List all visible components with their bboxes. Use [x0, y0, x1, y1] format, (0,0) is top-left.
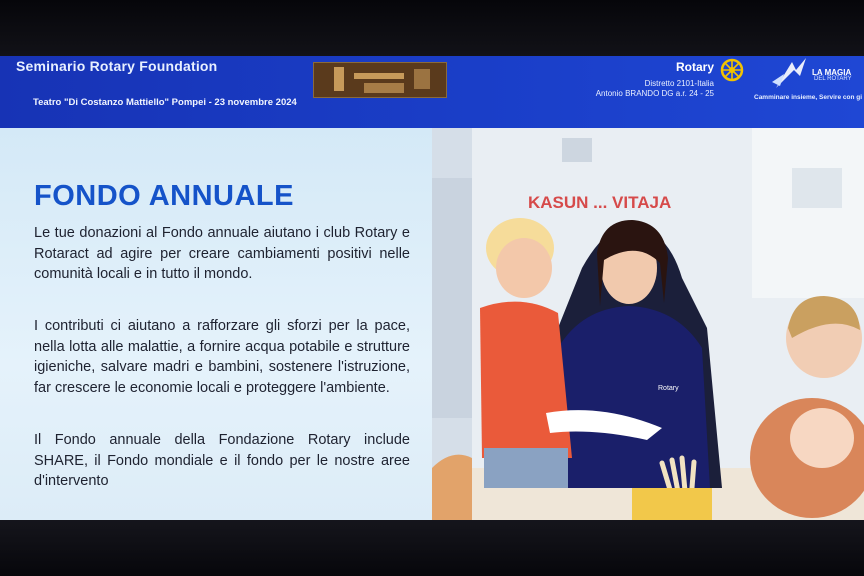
screen-bezel-top	[0, 0, 864, 58]
paragraph-share: Il Fondo annuale della Fondazione Rotary include SHARE, il Fondo mondiale e il fondo per le nostre aree d'intervento	[34, 432, 410, 489]
shirt-logo: Rotary	[658, 385, 679, 392]
classroom-photo	[432, 128, 864, 522]
stage-photo-thumbnail	[313, 62, 447, 98]
paragraph-contributions: I contributi ci aiutano a rafforzare gli sforzi per la pace, nella lotta alle malattie, a fornire acqua potabile e strutture igieniche, salvare madri e bambini, sostenere l'istruzione, far crescere le economie locali e proteggere l'ambiente.	[34, 318, 410, 396]
paragraph-donations: Le tue donazioni al Fondo annuale aiutano i club Rotary e Rotaract ad agire per creare cambiamenti positivi nelle comunità locali e in tutto il mondo.	[34, 225, 410, 282]
seminar-title: Seminario Rotary Foundation	[16, 58, 218, 74]
magia-title: LA MAGIA	[812, 68, 852, 77]
rotary-wordmark: Rotary	[676, 60, 715, 74]
screen-bezel-bottom	[0, 520, 864, 576]
slide-header	[0, 56, 864, 128]
rotary-wheel-icon	[720, 58, 744, 82]
slogan: Camminare insieme, Servire con gi	[754, 94, 863, 101]
magia-logo-icon	[770, 56, 812, 92]
venue-date: Teatro "Di Costanzo Mattiello" Pompei - 23 novembre 2024	[33, 97, 297, 108]
text-panel	[0, 128, 432, 522]
district-name: Distretto 2101-Italia	[644, 79, 714, 88]
slide-title: FONDO ANNUALE	[34, 180, 294, 212]
district-governor: Antonio BRANDO DG a.r. 24 - 25	[595, 89, 714, 98]
projected-slide	[0, 56, 864, 522]
wall-lettering: KASUN ... VITAJA	[528, 193, 672, 212]
magia-subtitle: DEL ROTARY	[814, 76, 852, 82]
